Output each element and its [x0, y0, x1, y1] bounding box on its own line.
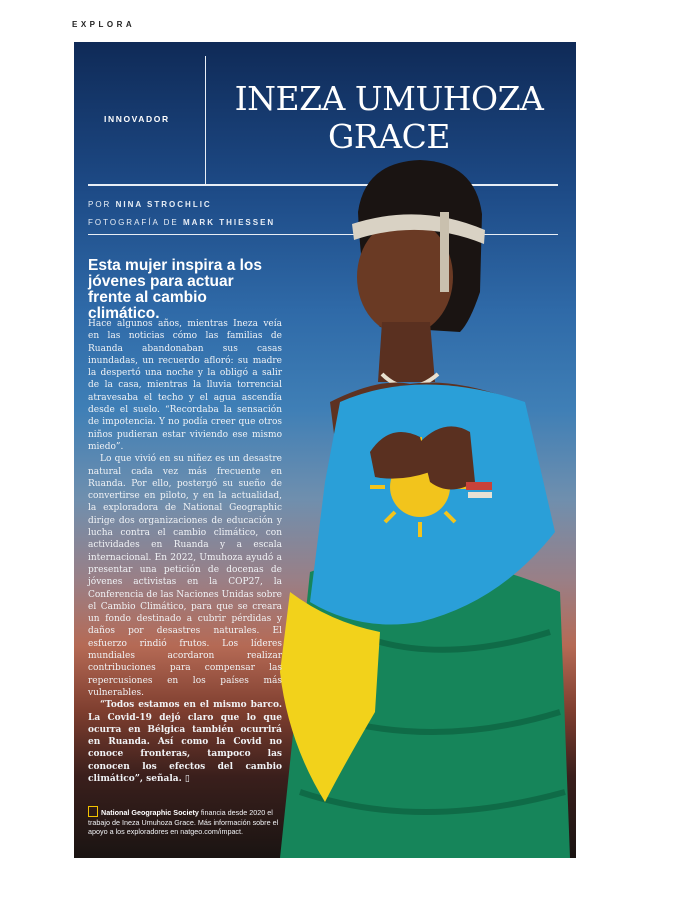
quote-paragraph: “Todos estamos en el mismo barco. La Covid-19 dejó claro que lo que ocurra en Bélgica también ocurrirá en Ruanda. Así como la Covid no conoce fronteras, tampoco las conocen los efectos del cambio climático”, señala. ▯: [88, 700, 282, 784]
byline-prefix: POR: [88, 200, 116, 209]
photo-credit: [88, 214, 275, 232]
vertical-rule: [205, 56, 206, 184]
body-paragraph-2: Lo que vivió en su niñez es un desastre natural cada vez más frecuente en Ruanda. Por ello, postergó su sueño de convertirse en piloto, y en la actualidad, la exploradora de National Geographic dirige dos organizaciones de educación y lucha contra el cambio climático, con actividades en Ruanda y a escala internacional. En 2022, Umuhoza ayudó a presentar una petición de docenas de jóvenes activistas en la COP27, la Conferencia de las Naciones Unidas sobre el Cambio Climático, para que se creara un fondo destinado a cubrir pérdidas y daños por desastres naturales. El esfuerzo rindió frutos. Los líderes mundiales acordaron realizar contribuciones para compensar las repercusiones en los países más vulnerables.: [88, 454, 282, 698]
footer-note: [88, 806, 288, 837]
natgeo-logo-icon: [88, 806, 98, 817]
credits: [88, 196, 275, 232]
author-name: NINA STROCHLIC: [115, 200, 212, 209]
portrait-photo: [270, 152, 576, 858]
title-line-2: GRACE: [328, 117, 450, 156]
article-panel: [74, 42, 576, 858]
article-title: [224, 80, 554, 156]
category-label: INNOVADOR: [104, 114, 170, 124]
photographer-name: MARK THIESSEN: [182, 218, 276, 227]
footer-brand: National Geographic Society: [101, 808, 199, 817]
byline: [88, 196, 275, 214]
article-body: [88, 318, 282, 785]
footer-text: financia desde 2020 el trabajo de Ineza Umuhoza Grace. Más información sobre el apoyo a los exploradores en natgeo.com/impact.: [88, 808, 279, 836]
section-label: EXPLORA: [72, 20, 136, 29]
portrait-illustration: [270, 152, 576, 858]
body-paragraph-1: Hace algunos años, mientras Ineza veía en las noticias cómo las familias de Ruanda abandonaban sus casas inundadas, un recuerdo afloró: su madre la despertó una noche y la obligó a salir de la casa, mientras la lluvia torrencial atravesaba el techo y el agua ascendía desde el suelo. “Recordaba la sensación de impotencia. Y no podía creer que otros niños pudieran estar viviendo ese mismo miedo”.: [88, 319, 282, 452]
deck-text: Esta mujer inspira a los jóvenes para actuar frente al cambio climático.: [88, 257, 263, 322]
photo-prefix: FOTOGRAFÍA DE: [88, 218, 183, 227]
title-line-1: INEZA UMUHOZA: [234, 79, 544, 118]
